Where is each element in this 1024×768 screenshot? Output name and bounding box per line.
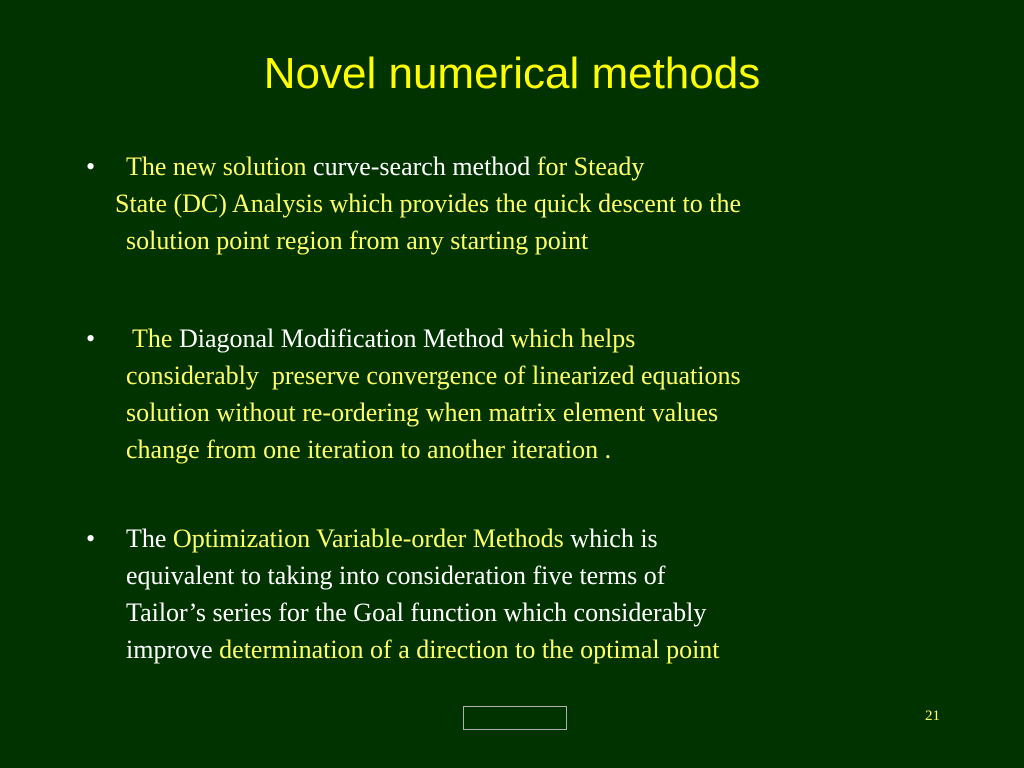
text-line	[126, 524, 658, 553]
bullet-item-diagonal-modification	[86, 320, 956, 468]
slide-number: 21	[925, 708, 940, 724]
text-segment: which is	[563, 524, 658, 553]
bullet-text	[126, 320, 956, 468]
text-line	[126, 324, 635, 353]
footer-placeholder-box	[463, 706, 567, 730]
text-line: solution point region from any starting point	[126, 226, 589, 255]
bullet-point-icon: •	[86, 152, 96, 181]
text-segment: The	[126, 524, 173, 553]
bullet-item-optimization-methods	[86, 520, 956, 668]
text-segment: when matrix element values	[425, 398, 719, 427]
text-segment: which helps	[503, 324, 636, 353]
text-segment: for Steady	[530, 152, 645, 181]
text-segment: Diagonal Modification Method	[178, 324, 504, 353]
text-line: State (DC) Analysis which provides the quick descent to the	[115, 189, 742, 218]
text-segment: considerably preserve convergence	[126, 361, 504, 390]
bullet-point-icon: •	[86, 524, 96, 553]
bullet-item-curve-search	[86, 148, 956, 259]
text-line	[126, 361, 741, 390]
bullet-text	[126, 520, 956, 668]
text-segment: The	[126, 324, 179, 353]
text-segment: curve-search method	[313, 152, 531, 181]
text-segment: Optimization Variable-order Methods	[172, 524, 564, 553]
text-line	[126, 398, 718, 427]
text-line: Tailor’s series for the Goal function which considerably	[126, 598, 707, 627]
bullet-text	[115, 148, 956, 259]
text-line	[126, 635, 720, 664]
slide-title: Novel numerical methods	[263, 49, 761, 98]
text-line	[126, 152, 644, 181]
text-line: equivalent to taking into consideration five terms of	[126, 561, 666, 590]
text-segment: solution without re-ordering	[126, 398, 426, 427]
text-segment: The new solution	[126, 152, 314, 181]
text-segment: determination of a direction to the optimal point	[219, 635, 720, 664]
text-segment: of linearized equations	[503, 361, 741, 390]
text-line: change from one iteration to another iteration .	[126, 435, 612, 464]
bullet-point-icon: •	[86, 324, 96, 353]
text-segment: improve	[126, 635, 220, 664]
